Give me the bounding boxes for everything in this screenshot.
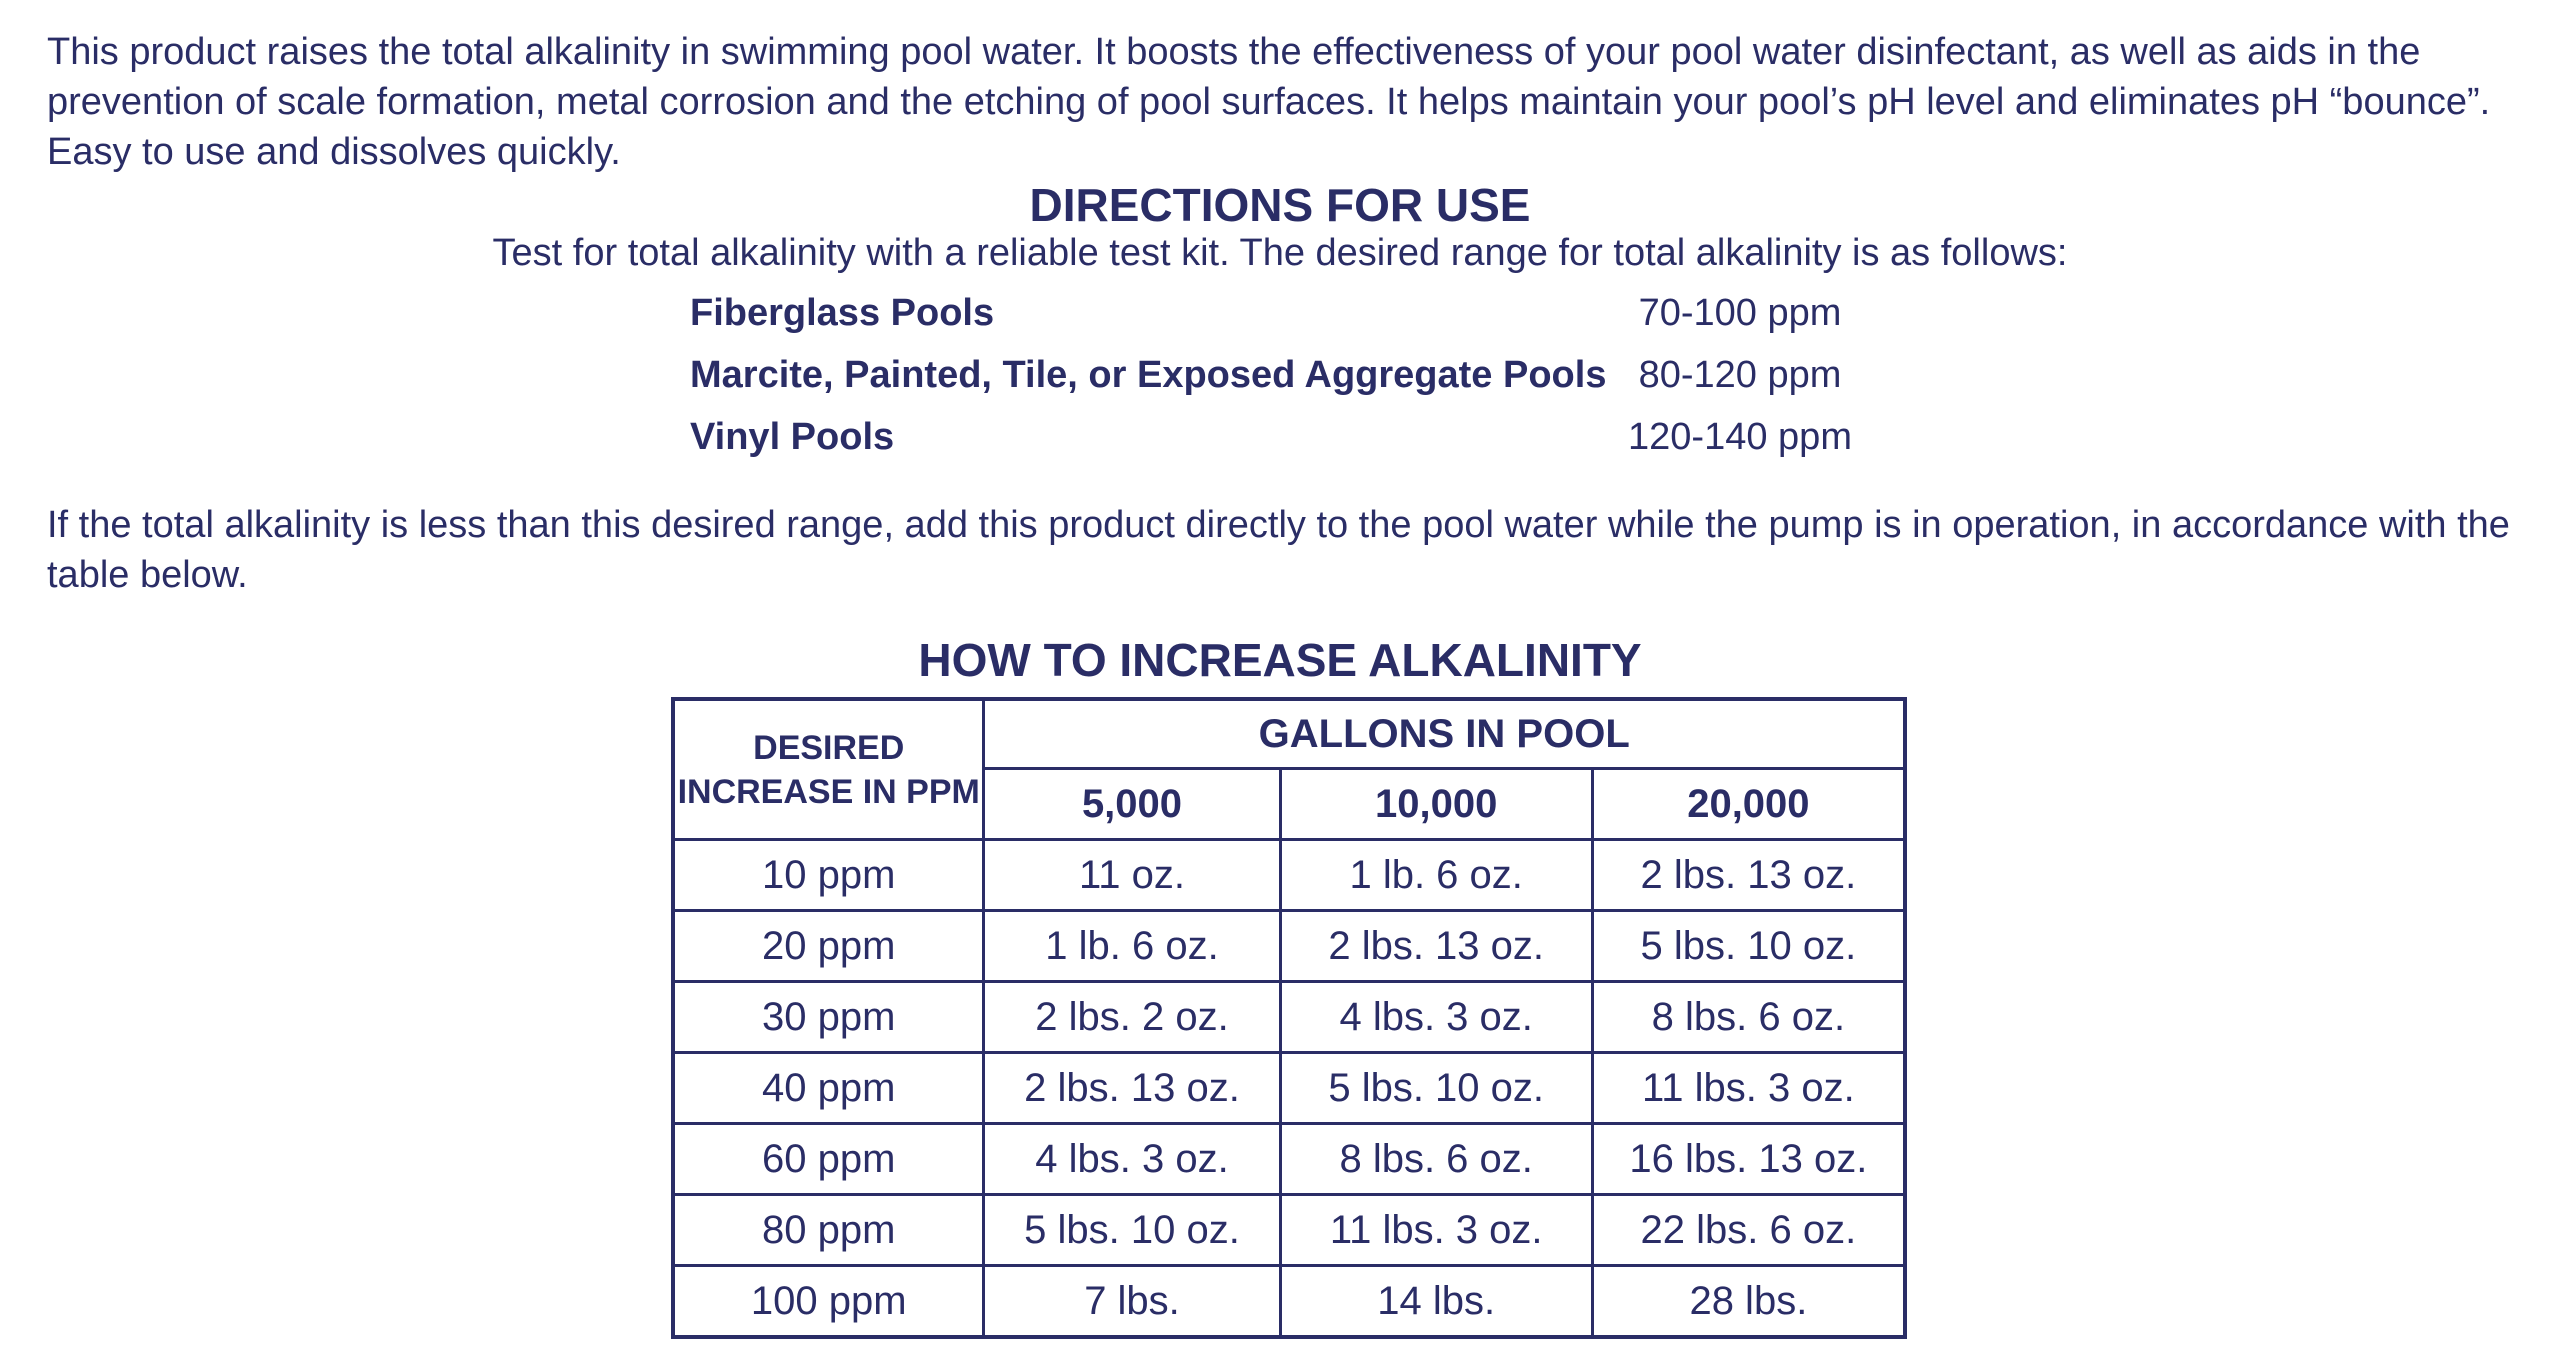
dose-cell: 5 lbs. 10 oz. — [1280, 1053, 1592, 1124]
dose-cell: 2 lbs. 13 oz. — [1592, 840, 1905, 911]
dose-cell: 1 lb. 6 oz. — [1280, 840, 1592, 911]
dose-cell: 11 lbs. 3 oz. — [1592, 1053, 1905, 1124]
table-row — [673, 1266, 1905, 1338]
pool-size-header: 5,000 — [984, 769, 1280, 840]
table-row — [673, 982, 1905, 1053]
dose-cell: 4 lbs. 3 oz. — [1280, 982, 1592, 1053]
dose-cell: 22 lbs. 6 oz. — [1592, 1195, 1905, 1266]
intro-paragraph: This product raises the total alkalinity in swimming pool water. It boosts the effectiveness of your pool water disinfectant, as well as aids in the prevention of scale formation, metal corrosion and the etching of pool surfaces. It helps maintain your pool’s pH level and eliminates pH “bounce”. Easy to use and dissolves quickly. — [47, 31, 2491, 173]
range-pool-type: Marcite, Painted, Tile, or Exposed Aggregate Pools — [690, 354, 1607, 396]
dose-cell: 8 lbs. 6 oz. — [1592, 982, 1905, 1053]
table-heading: HOW TO INCREASE ALKALINITY — [918, 634, 1642, 686]
range-row — [690, 354, 1890, 416]
dose-cell: 2 lbs. 13 oz. — [1280, 911, 1592, 982]
dose-cell: 1 lb. 6 oz. — [984, 911, 1280, 982]
table-header-row — [673, 699, 1905, 769]
ppm-cell: 100 ppm — [673, 1266, 984, 1338]
application-paragraph: If the total alkalinity is less than this desired range, add this product directly to the pool water while the pump is in operation, in accordance with the table below. — [47, 504, 2510, 596]
range-ppm-value: 70-100 ppm — [1638, 292, 1842, 334]
dose-cell: 16 lbs. 13 oz. — [1592, 1124, 1905, 1195]
pool-size-header: 20,000 — [1592, 769, 1905, 840]
range-ppm-value: 120-140 ppm — [1628, 416, 1852, 458]
table-row — [673, 1124, 1905, 1195]
table-row — [673, 840, 1905, 911]
ppm-cell: 20 ppm — [673, 911, 984, 982]
table-row — [673, 1053, 1905, 1124]
directions-heading: DIRECTIONS FOR USE — [1029, 179, 1531, 231]
ppm-cell: 40 ppm — [673, 1053, 984, 1124]
dose-cell: 5 lbs. 10 oz. — [984, 1195, 1280, 1266]
dose-cell: 11 lbs. 3 oz. — [1280, 1195, 1592, 1266]
range-pool-type: Fiberglass Pools — [690, 292, 995, 334]
range-row — [690, 416, 1890, 478]
gallons-in-pool-header: GALLONS IN POOL — [984, 699, 1905, 769]
ppm-cell: 80 ppm — [673, 1195, 984, 1266]
dose-cell: 14 lbs. — [1280, 1266, 1592, 1338]
test-instruction: Test for total alkalinity with a reliable test kit. The desired range for total alkalinity is as follows: — [492, 232, 2068, 274]
range-ppm-value: 80-120 ppm — [1638, 354, 1842, 396]
dose-cell: 7 lbs. — [984, 1266, 1280, 1338]
ppm-cell: 60 ppm — [673, 1124, 984, 1195]
range-row — [690, 292, 1890, 354]
dose-cell: 5 lbs. 10 oz. — [1592, 911, 1905, 982]
table-row — [673, 1195, 1905, 1266]
dose-cell: 8 lbs. 6 oz. — [1280, 1124, 1592, 1195]
dose-cell: 11 oz. — [984, 840, 1280, 911]
table-row — [673, 911, 1905, 982]
pool-size-header: 10,000 — [1280, 769, 1592, 840]
range-pool-type: Vinyl Pools — [690, 416, 895, 458]
dosage-table — [671, 697, 1907, 1339]
ppm-cell: 10 ppm — [673, 840, 984, 911]
desired-increase-header: DESIRED INCREASE IN PPM — [673, 699, 984, 840]
ppm-cell: 30 ppm — [673, 982, 984, 1053]
dose-cell: 28 lbs. — [1592, 1266, 1905, 1338]
alkalinity-ranges-list — [690, 292, 1890, 478]
dose-cell: 2 lbs. 13 oz. — [984, 1053, 1280, 1124]
dose-cell: 4 lbs. 3 oz. — [984, 1124, 1280, 1195]
dose-cell: 2 lbs. 2 oz. — [984, 982, 1280, 1053]
